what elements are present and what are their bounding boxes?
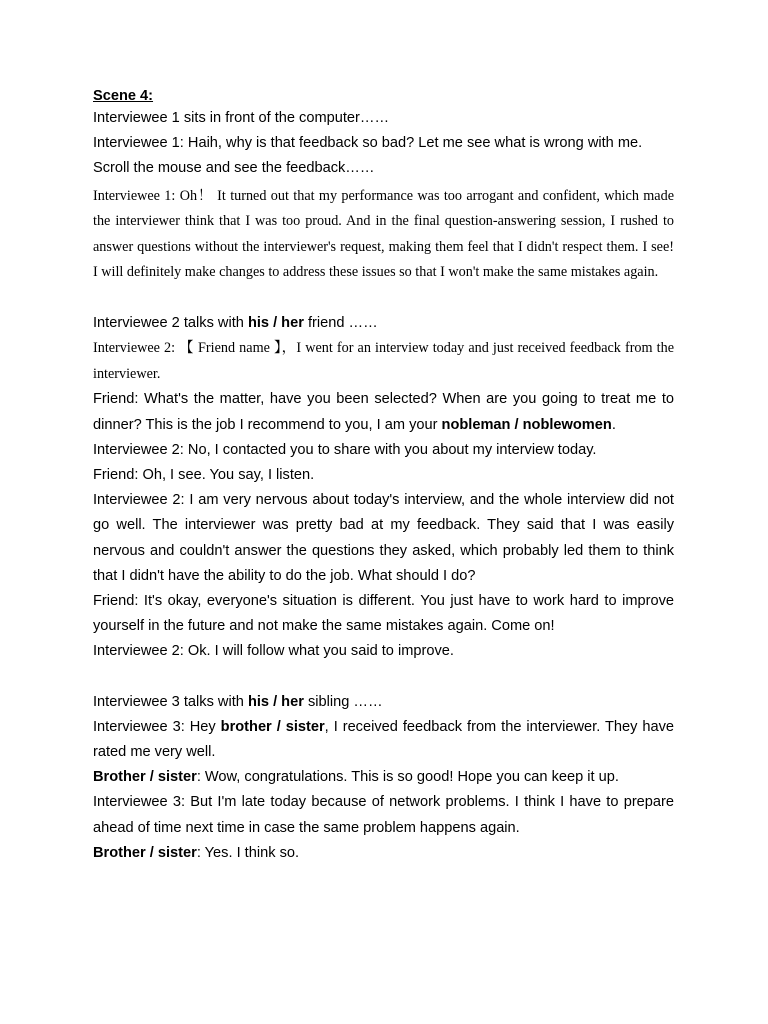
dialogue-line: Interviewee 3: Hey brother / sister, I received feedback from the interviewer. They have rated me very well.	[93, 718, 674, 761]
dialogue-line: Brother / sister: Wow, congratulations. This is so good! Hope you can keep it up.	[93, 769, 619, 786]
stage-direction: Interviewee 3 talks with his / her sibling ……	[93, 693, 383, 710]
dialogue-line: Interviewee 2: I am very nervous about today's interview, and the whole interview did not go well. The interviewer was pretty bad at my feedback. They said that I was easily nervous and couldn't answer the questions they asked, which probably led them to think that I didn't have the ability to do the job. What should I do?	[93, 492, 674, 584]
dialogue-line: Interviewee 2: No, I contacted you to share with you about my interview today.	[93, 441, 597, 458]
paragraph-gap	[93, 286, 674, 311]
paragraph-gap	[93, 665, 674, 690]
scene-title: Scene 4:	[93, 88, 154, 104]
stage-direction: Scroll the mouse and see the feedback……	[93, 160, 375, 177]
stage-direction: Interviewee 2 talks with his / her friend ……	[93, 314, 378, 331]
dialogue-line: Interviewee 2: Ok. I will follow what you said to improve.	[93, 643, 454, 660]
dialogue-line: Interviewee 1: Haih, why is that feedback so bad? Let me see what is wrong with me.	[93, 135, 643, 152]
document-page	[93, 86, 674, 866]
dialogue-line: Friend: What's the matter, have you been selected? When are you going to treat me to dinner? This is the job I recommend to you, I am your nobleman / noblewomen.	[93, 391, 674, 433]
dialogue-line: Interviewee 3: But I'm late today because of network problems. I think I have to prepare ahead of time next time in case the same problem happens again.	[93, 794, 674, 836]
dialogue-line: Brother / sister: Yes. I think so.	[93, 844, 300, 861]
dialogue-line: Friend: It's okay, everyone's situation is different. You just have to work hard to improve yourself in the future and not make the same mistakes again. Come on!	[93, 593, 674, 635]
stage-direction: Interviewee 1 sits in front of the computer……	[93, 110, 390, 126]
dialogue-line: Interviewee 2: 【 Friend name 】，I went for an interview today and just received feedback from the interviewer.	[93, 340, 674, 382]
dialogue-line: Friend: Oh, I see. You say, I listen.	[93, 466, 315, 483]
dialogue-line: Interviewee 1: Oh！ It turned out that my performance was too arrogant and confident, which made the interviewer think that I was too proud. And in the final question-answering session, I rushed to answer questions without the interviewer's request, making them feel that I didn't respect them. I see! I will definitely make changes to address these issues so that I won't make the same mistakes again.	[93, 187, 674, 281]
